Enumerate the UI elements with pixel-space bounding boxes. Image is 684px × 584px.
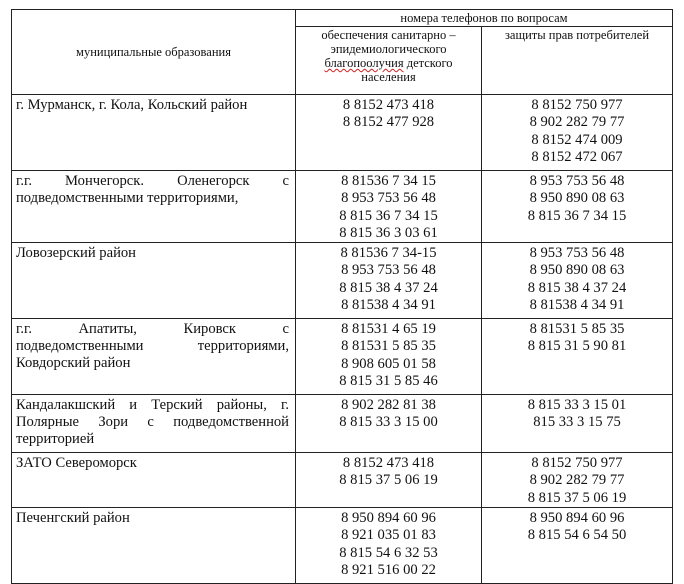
phone-number: 8 8152 474 009	[531, 131, 623, 148]
phone-number: 8 8152 473 418	[342, 97, 435, 113]
phone-number: 8 8152 750 977	[531, 97, 623, 113]
municipality-cell: Печенгский район	[12, 508, 296, 584]
municipality-cell: Кандалакшский и Терский районы, г. Полярные Зори с подведомственной территорией	[12, 395, 296, 453]
consumer-phones-cell	[482, 453, 673, 508]
phone-number: 8 815 31 5 90 81	[527, 338, 627, 355]
phone-number: 815 33 3 15 75	[533, 414, 621, 431]
consumer-phones-cell	[482, 319, 673, 395]
table-row	[12, 508, 673, 584]
header-row-top	[12, 10, 673, 27]
sanitary-phones-cell	[296, 95, 482, 171]
phone-number: 8 8152 750 977	[531, 455, 623, 472]
phone-number: 8 815 38 4 37 24	[339, 279, 438, 296]
phone-number: 8 815 36 7 34 15	[527, 207, 627, 224]
phone-number: 8 81536 7 34-15	[340, 245, 437, 262]
header-sanitary-misspelled-word: благопоолучия	[324, 56, 404, 70]
sanitary-phones-cell	[296, 395, 482, 453]
phone-table	[11, 9, 673, 584]
phone-number: 8 902 282 79 77	[529, 114, 625, 131]
consumer-phones-cell	[482, 95, 673, 171]
phone-number: 8 902 282 81 38	[341, 397, 436, 414]
phone-number: 8 953 753 56 48	[529, 245, 625, 262]
phone-number: 8 815 31 5 85 46	[339, 373, 438, 390]
phone-number: 8 953 753 56 48	[529, 173, 625, 189]
sanitary-phones-cell	[296, 453, 482, 508]
municipality-cell: г. Мурманск, г. Кола, Кольский район	[12, 95, 296, 171]
phone-number: 8 950 890 08 63	[529, 262, 625, 279]
phone-number: 8 815 54 6 32 53	[339, 544, 438, 561]
phone-number: 8 81531 5 85 35	[529, 321, 625, 338]
header-group	[296, 10, 673, 27]
phone-number: 8 921 035 01 83	[341, 527, 436, 544]
sanitary-phones-cell	[296, 508, 482, 584]
phone-number: 8 815 36 3 03 61	[339, 224, 438, 241]
phone-number: 8 950 894 60 96	[341, 510, 436, 527]
header-sanitary-label-1: обеспечения санитарно – эпидемиологического	[321, 28, 456, 56]
consumer-phones-cell	[482, 171, 673, 243]
phone-number: 8 815 33 3 15 00	[339, 414, 438, 431]
header-group-label: номера телефонов по вопросам	[400, 11, 568, 25]
phone-number: 8 908 605 01 58	[341, 355, 436, 372]
phone-directory	[11, 9, 673, 584]
consumer-phones-cell	[482, 243, 673, 319]
phone-number: 8 81531 5 85 35	[341, 338, 436, 355]
phone-number: 8 8152 473 418	[342, 455, 435, 472]
phone-number: 8 815 54 6 54 50	[527, 527, 627, 544]
sanitary-phones-cell	[296, 171, 482, 243]
phone-number: 8 815 33 3 15 01	[527, 397, 627, 414]
phone-number: 8 953 753 56 48	[341, 190, 436, 207]
phone-number: 8 950 894 60 96	[529, 510, 625, 527]
header-municipal-label: муниципальные образования	[76, 45, 231, 59]
phone-number: 8 815 37 5 06 19	[339, 472, 438, 489]
sanitary-phones-cell	[296, 243, 482, 319]
phone-number: 8 81536 7 34 15	[341, 173, 436, 189]
municipality-cell: г.г. Мончегорск. Оленегорск с подведомственными территориями,	[12, 171, 296, 243]
header-consumer	[482, 27, 673, 95]
table-row	[12, 319, 673, 395]
municipality-cell: Ловозерский район	[12, 243, 296, 319]
sanitary-phones-cell	[296, 319, 482, 395]
phone-number: 8 815 37 5 06 19	[527, 489, 627, 506]
municipality-cell: г.г. Апатиты, Кировск с подведомственными территориями, Ковдорский район	[12, 319, 296, 395]
table-row	[12, 171, 673, 243]
phone-number: 8 815 38 4 37 24	[527, 279, 627, 296]
consumer-phones-cell	[482, 508, 673, 584]
table-row	[12, 453, 673, 508]
phone-number: 8 953 753 56 48	[341, 262, 436, 279]
phone-number: 8 950 890 08 63	[529, 190, 625, 207]
phone-number: 8 921 516 00 22	[341, 561, 436, 578]
table-row	[12, 395, 673, 453]
phone-number: 8 81531 4 65 19	[341, 321, 436, 338]
table-row	[12, 95, 673, 171]
phone-number: 8 81538 4 34 91	[529, 297, 625, 314]
municipality-cell: ЗАТО Североморск	[12, 453, 296, 508]
header-sanitary	[296, 27, 482, 95]
phone-number: 8 81538 4 34 91	[341, 297, 436, 314]
consumer-phones-cell	[482, 395, 673, 453]
header-municipal	[12, 10, 296, 95]
header-sanitary-label-2: детского населения	[361, 56, 453, 84]
phone-number: 8 815 36 7 34 15	[339, 207, 438, 224]
phone-number: 8 902 282 79 77	[529, 472, 625, 489]
table-row	[12, 243, 673, 319]
phone-number: 8 8152 477 928	[342, 114, 435, 131]
phone-number: 8 8152 472 067	[531, 148, 623, 165]
header-consumer-label: защиты прав потребителей	[504, 28, 650, 42]
